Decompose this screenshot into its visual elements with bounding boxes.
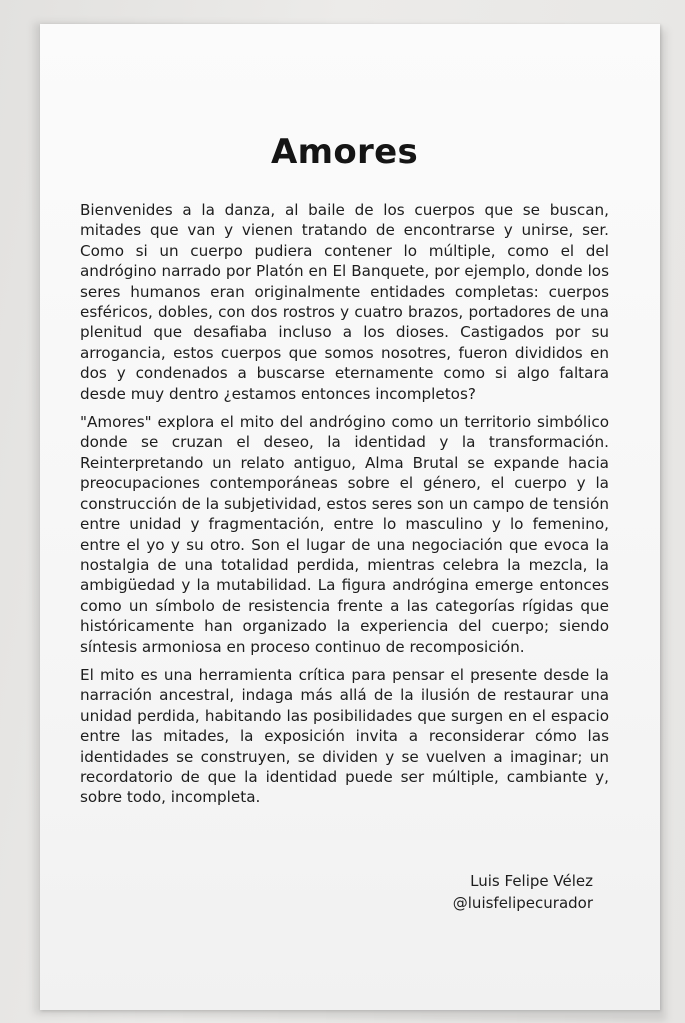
paragraph-myth: El mito es una herramienta crítica para pensar el presente desde la narración ancestral, indaga más allá de la ilusión de restaurar una unidad perdida, habitando las posibilidades que surgen en el espacio entre las mitades, la exposición invita a reconsiderar cómo las identidades se construyen, se dividen y se vuelven a imaginar; un recordatorio de que la identidad puede ser múltiple, cambiante y, sobre todo, incompleta. bbox=[80, 665, 609, 807]
paragraph-intro: Bienvenides a la danza, al baile de los cuerpos que se buscan, mitades que van y vienen tratando de encontrarse y unirse, ser. Como si un cuerpo pudiera contener lo múltiple, como el del andrógino narrado por Platón en El Banquete, por ejemplo, donde los seres humanos eran originalmente entidades completas: cuerpos esféricos, dobles, con dos rostros y cuatro brazos, portadores de una plenitud que desafiaba incluso a los dioses. Castigados por su arrogancia, estos cuerpos que somos nosotres, fueron divididos en dos y condenados a buscarse eternamente como si algo faltara desde muy dentro ¿estamos entonces incompletos? bbox=[80, 201, 609, 403]
paragraph-exploration: "Amores" explora el mito del andrógino como un territorio simbólico donde se cruzan el deseo, la identidad y la transformación. Reinterpretando un relato antiguo, Alma Brutal se expande hacia preocupaciones contemporáneas sobre el género, el cuerpo y la construcción de la subjetividad, estos seres son un campo de tensión entre unidad y fragmentación, entre lo masculino y lo femenino, entre el yo y su otro. Son el lugar de una negociación que evoca la nostalgia de una totalidad perdida, mientras celebra la mezcla, la ambigüedad y la mutabilidad. La figura andrógina emerge entonces como un símbolo de resistencia frente a las categorías rígidas que históricamente han organizado la experiencia del cuerpo; siendo síntesis armoniosa en proceso continuo de recomposición. bbox=[80, 413, 609, 656]
poster-title: Amores bbox=[271, 132, 418, 172]
author-name: Luis Felipe Vélez bbox=[470, 872, 593, 890]
author-handle: @luisfelipecurador bbox=[452, 894, 593, 912]
poster-content bbox=[80, 132, 609, 816]
signature-block bbox=[453, 870, 593, 914]
